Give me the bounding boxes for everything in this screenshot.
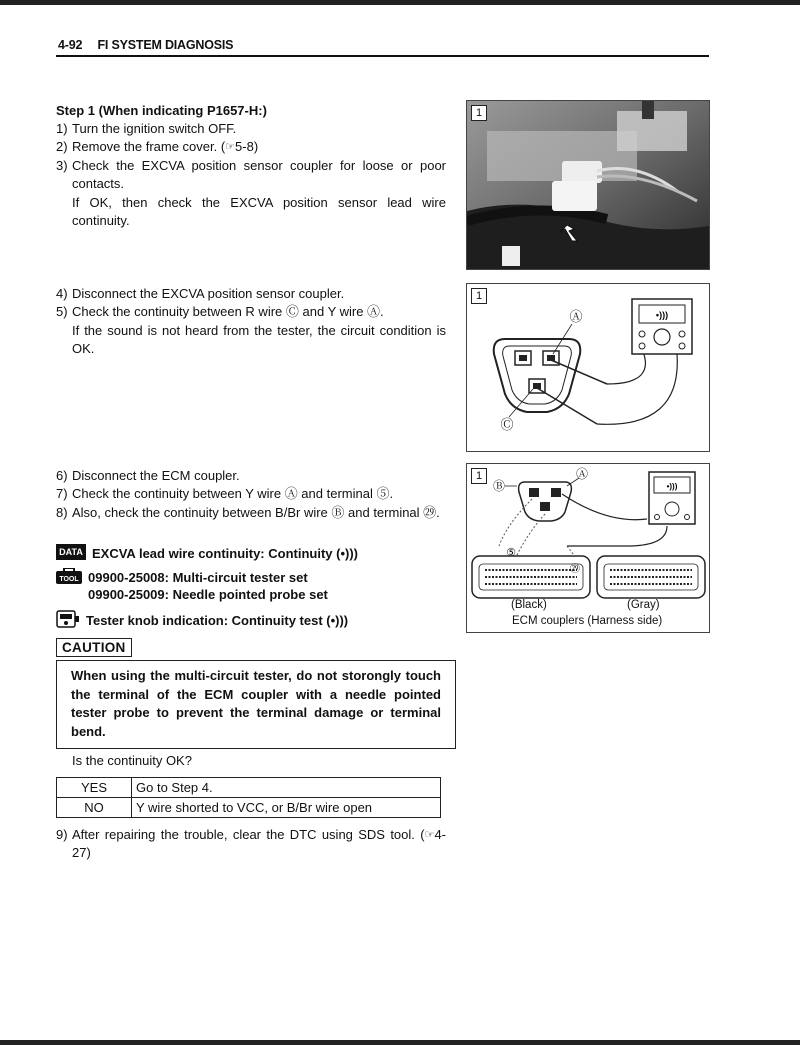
reference-icon: ☞ <box>225 141 236 154</box>
page-reference-link[interactable]: 5-8 <box>235 139 254 155</box>
caution-box: When using the multi-circuit tester, do not storongly touch the terminal of the ECM coupler with a needle pointed tester probe to prevent the terminal damage or terminal bend. <box>56 660 456 749</box>
list-item: 5) Check the continuity between R wire Ⓒ and Y wire Ⓐ. <box>56 304 384 320</box>
list-item: 2) Remove the frame cover. (☞5-8) <box>56 138 446 156</box>
list-item: 6) Disconnect the ECM coupler. <box>56 468 240 483</box>
table-row: YES Go to Step 4. <box>57 778 441 798</box>
caution-label: CAUTION <box>56 638 132 657</box>
tester-knob-icon <box>56 610 80 631</box>
instruction-list-b <box>56 285 446 359</box>
instruction-list-a <box>56 120 446 230</box>
page-number: 4-92 <box>58 38 83 52</box>
step-title: Step 1 (When indicating P1657-H:) <box>56 103 267 118</box>
svg-text:Ⓐ: Ⓐ <box>569 310 583 325</box>
list-item: 7) Check the continuity between Y wire Ⓐ and terminal ⑤. <box>56 486 394 502</box>
list-item: 1) Turn the ignition switch OFF. <box>56 121 237 136</box>
continuity-question: Is the continuity OK? <box>72 753 192 768</box>
instruction-list-d <box>56 826 446 863</box>
tool-icon <box>56 568 82 587</box>
svg-text:⑤: ⑤ <box>506 546 516 559</box>
knob-spec-line: Tester knob indication: Continuity test (•))) <box>56 610 348 631</box>
photo-illustration <box>467 101 709 269</box>
page-reference-link[interactable]: 4-27 <box>72 827 446 861</box>
data-spec-line: DATA EXCVA lead wire continuity: Continuity (•))) <box>56 544 358 563</box>
top-border <box>0 0 800 5</box>
data-icon <box>56 544 86 563</box>
sensor-coupler-photo: 1 <box>466 100 710 270</box>
bottom-border <box>0 1040 800 1045</box>
tool-spec-line-2: 09900-25009: Needle pointed probe set <box>88 587 328 602</box>
list-item-continuation: If OK, then check the EXCVA position sensor lead wire continuity. <box>72 194 446 229</box>
ecm-figure-caption: ECM couplers (Harness side) <box>512 615 663 627</box>
list-item: 3) Check the EXCVA position sensor coupler for loose or poor contacts. <box>56 157 446 192</box>
list-item: 4) Disconnect the EXCVA position sensor coupler. <box>56 286 345 301</box>
black-coupler-label: (Black) <box>511 599 547 611</box>
svg-text:•))): •))) <box>655 310 669 320</box>
list-item: 9) After repairing the trouble, clear the DTC using SDS tool. (☞4-27) <box>56 827 446 861</box>
svg-text:•))): •))) <box>666 482 678 491</box>
ecm-diagram <box>467 464 709 632</box>
section-title: FI SYSTEM DIAGNOSIS <box>97 38 234 52</box>
header-rule <box>56 55 709 57</box>
svg-text:㉙: ㉙ <box>570 564 580 575</box>
decision-table <box>56 777 441 818</box>
page-header <box>58 38 233 52</box>
reference-icon: ☞ <box>424 829 435 841</box>
table-row: NO Y wire shorted to VCC, or B/Br wire open <box>57 798 441 818</box>
svg-text:DATA: DATA <box>59 547 83 557</box>
svg-text:Ⓑ: Ⓑ <box>492 479 506 493</box>
list-item-continuation: If the sound is not heard from the tester, the circuit condition is OK. <box>72 322 446 357</box>
list-item: 8) Also, check the continuity between B/Br wire Ⓑ and terminal ㉙. <box>56 504 440 520</box>
svg-text:TOOL: TOOL <box>59 576 79 583</box>
svg-text:Ⓐ: Ⓐ <box>575 467 589 481</box>
ecm-coupler-continuity-diagram: 1 •))) Ⓐ Ⓑ ⑤ ㉙ (Black) (Gray) ECM couplers (Harness side) <box>466 463 710 633</box>
tool-spec-line-1: TOOL 09900-25008: Multi-circuit tester set <box>56 568 308 587</box>
coupler-diagram <box>467 284 709 451</box>
instruction-list-c <box>56 467 446 522</box>
sensor-coupler-continuity-diagram: 1 •))) Ⓐ Ⓒ <box>466 283 710 452</box>
svg-text:Ⓒ: Ⓒ <box>500 418 514 433</box>
gray-coupler-label: (Gray) <box>627 599 660 611</box>
